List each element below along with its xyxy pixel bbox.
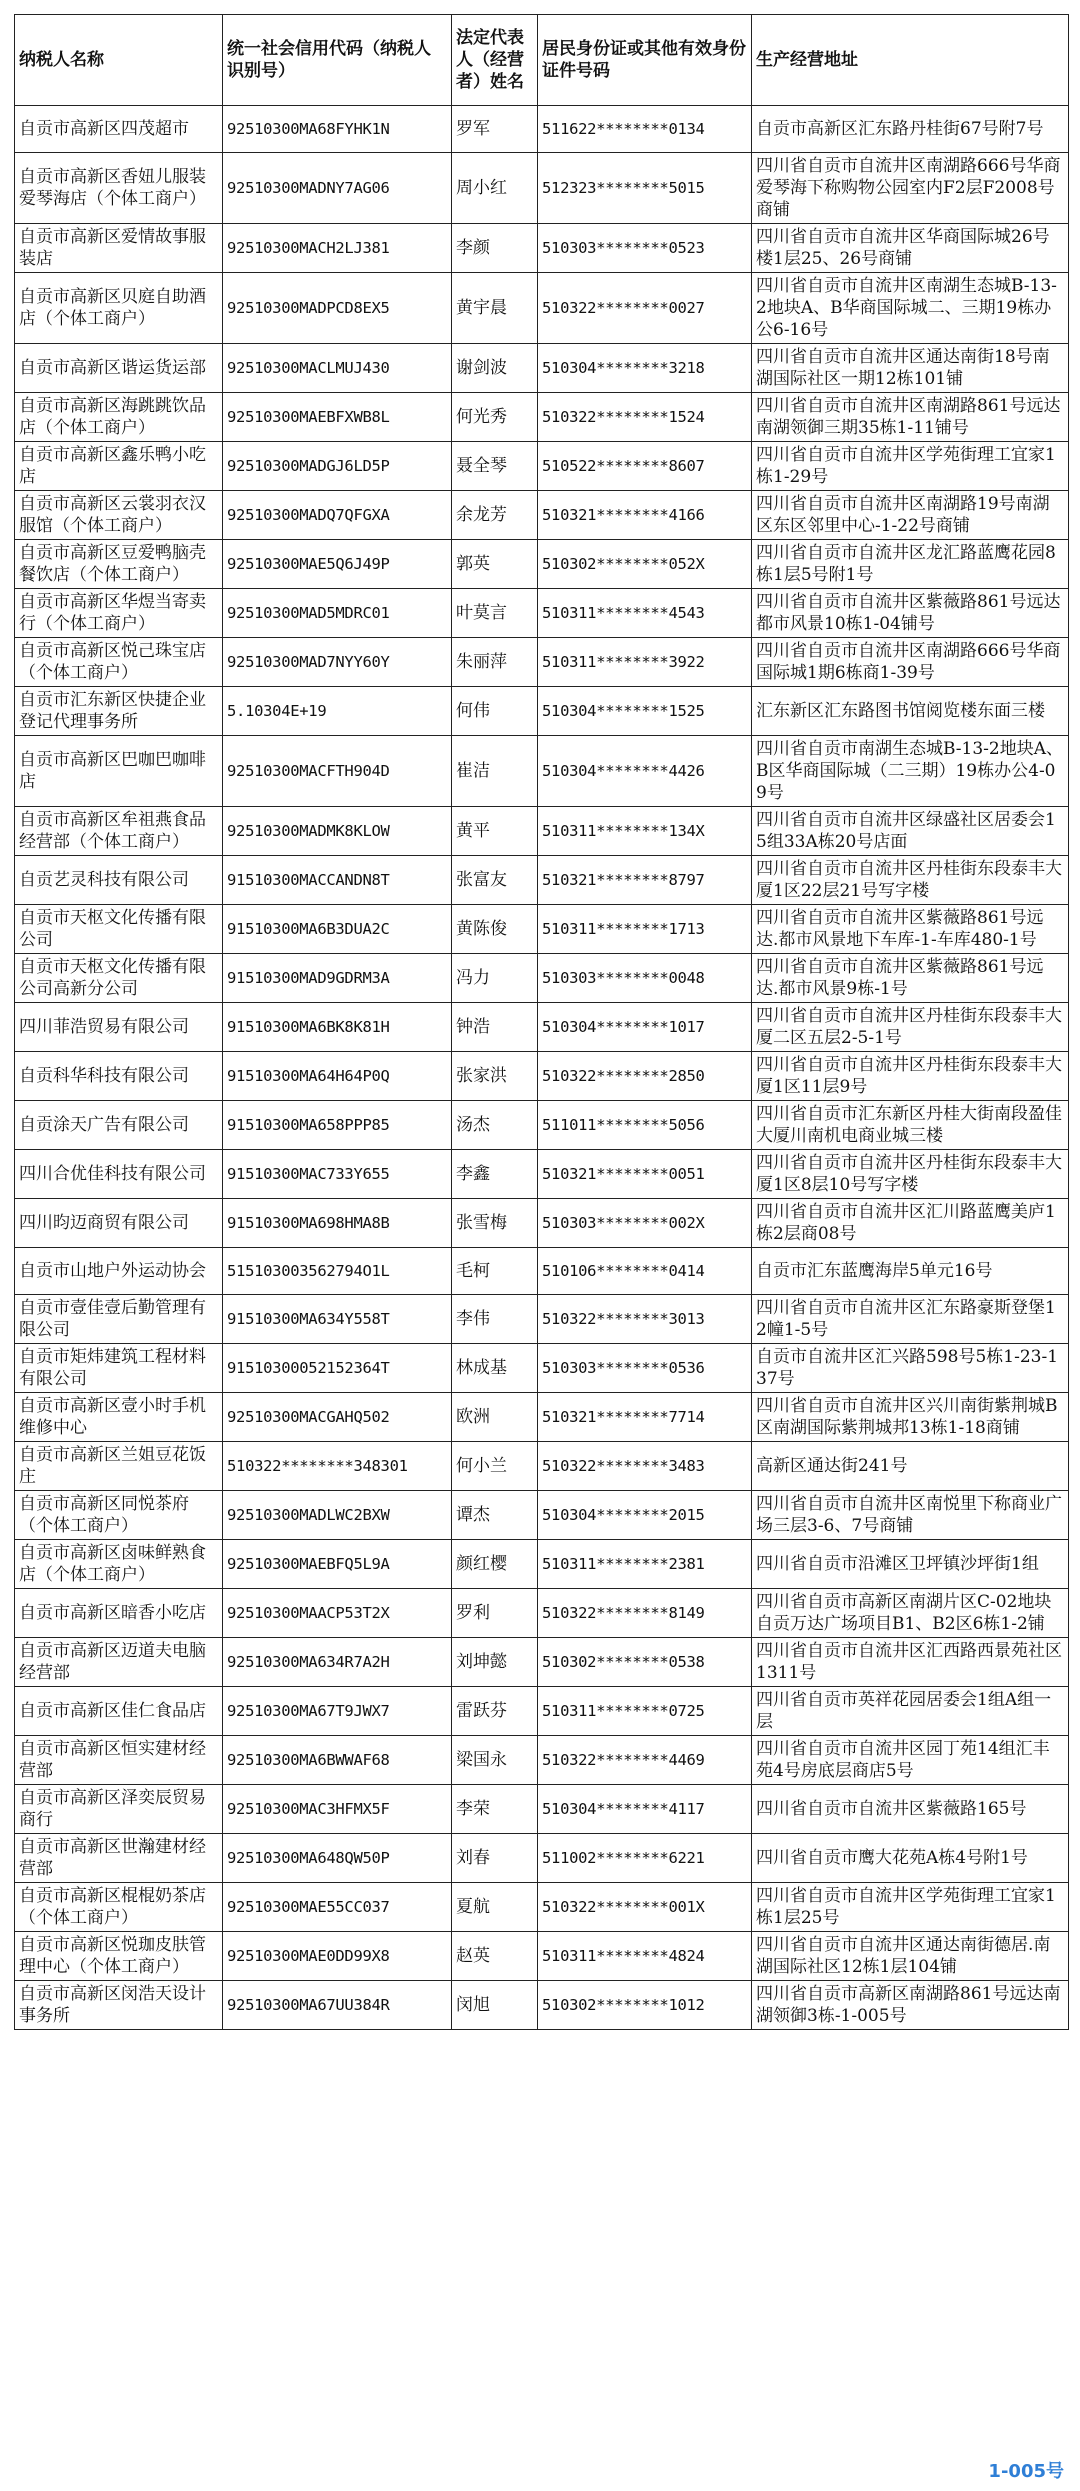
table-row xyxy=(15,153,1069,224)
cell-id-number: 511011********5056 xyxy=(538,1101,752,1150)
cell-legal-representative: 叶莫言 xyxy=(452,589,538,638)
cell-credit-code: 91510300MAC733Y655 xyxy=(223,1150,452,1199)
cell-business-address: 四川省自贡市自流井区通达南街18号南湖国际社区一期12栋101铺 xyxy=(752,344,1069,393)
taxpayer-table xyxy=(14,14,1069,2030)
cell-taxpayer-name: 自贡市高新区世瀚建材经营部 xyxy=(15,1834,223,1883)
table-row xyxy=(15,807,1069,856)
cell-credit-code: 91510300MACCANDN8T xyxy=(223,856,452,905)
cell-business-address: 四川省自贡市南湖生态城B-13-2地块A、B区华商国际城（二三期）19栋办公4-09号 xyxy=(752,736,1069,807)
cell-business-address: 四川省自贡市自流井区兴川南街紫荆城B区南湖国际紫荆城邦13栋1-18商铺 xyxy=(752,1393,1069,1442)
cell-legal-representative: 崔洁 xyxy=(452,736,538,807)
cell-business-address: 四川省自贡市自流井区通达南街德居.南湖国际社区12栋1层104铺 xyxy=(752,1932,1069,1981)
cell-legal-representative: 罗军 xyxy=(452,106,538,153)
cell-id-number: 510303********0048 xyxy=(538,954,752,1003)
cell-credit-code: 92510300MADGJ6LD5P xyxy=(223,442,452,491)
cell-credit-code: 91510300MA658PPP85 xyxy=(223,1101,452,1150)
cell-id-number: 510321********0051 xyxy=(538,1150,752,1199)
cell-credit-code: 92510300MAE55CC037 xyxy=(223,1883,452,1932)
cell-legal-representative: 李伟 xyxy=(452,1295,538,1344)
table-row xyxy=(15,1932,1069,1981)
cell-business-address: 四川省自贡市自流井区园丁苑14组汇丰苑4号房底层商店5号 xyxy=(752,1736,1069,1785)
cell-credit-code: 5.10304E+19 xyxy=(223,687,452,736)
header-legal-representative: 法定代表人（经营者）姓名 xyxy=(452,15,538,106)
table-row xyxy=(15,491,1069,540)
cell-id-number: 510311********0725 xyxy=(538,1687,752,1736)
cell-business-address: 四川省自贡市自流井区紫薇路861号远达.都市风景地下车库-1-车库480-1号 xyxy=(752,905,1069,954)
cell-taxpayer-name: 自贡市天枢文化传播有限公司 xyxy=(15,905,223,954)
cell-legal-representative: 夏航 xyxy=(452,1883,538,1932)
cell-id-number: 510304********2015 xyxy=(538,1491,752,1540)
cell-credit-code: 92510300MAE0DD99X8 xyxy=(223,1932,452,1981)
cell-taxpayer-name: 自贡市高新区海跳跳饮品店（个体工商户） xyxy=(15,393,223,442)
cell-taxpayer-name: 自贡市高新区卤味鲜熟食店（个体工商户） xyxy=(15,1540,223,1589)
cell-taxpayer-name: 自贡市高新区香妞儿服装爱琴海店（个体工商户） xyxy=(15,153,223,224)
cell-legal-representative: 谢剑波 xyxy=(452,344,538,393)
cell-taxpayer-name: 自贡科华科技有限公司 xyxy=(15,1052,223,1101)
table-row xyxy=(15,1589,1069,1638)
cell-business-address: 高新区通达街241号 xyxy=(752,1442,1069,1491)
cell-id-number: 510302********1012 xyxy=(538,1981,752,2030)
cell-taxpayer-name: 自贡市高新区牟祖燕食品经营部（个体工商户） xyxy=(15,807,223,856)
table-row xyxy=(15,1295,1069,1344)
cell-legal-representative: 聂全琴 xyxy=(452,442,538,491)
cell-legal-representative: 谭杰 xyxy=(452,1491,538,1540)
table-row xyxy=(15,344,1069,393)
cell-business-address: 四川省自贡市英祥花园居委会1组A组一层 xyxy=(752,1687,1069,1736)
cell-legal-representative: 黄平 xyxy=(452,807,538,856)
cell-business-address: 自贡市自流井区汇兴路598号5栋1-23-137号 xyxy=(752,1344,1069,1393)
table-row xyxy=(15,954,1069,1003)
table-row xyxy=(15,1785,1069,1834)
header-business-address: 生产经营地址 xyxy=(752,15,1069,106)
cell-taxpayer-name: 自贡艺灵科技有限公司 xyxy=(15,856,223,905)
cell-legal-representative: 朱丽萍 xyxy=(452,638,538,687)
cell-id-number: 510322********3483 xyxy=(538,1442,752,1491)
cell-legal-representative: 黄宇晨 xyxy=(452,273,538,344)
watermark-badge: 1-005号 xyxy=(982,2455,1070,2485)
cell-legal-representative: 颜红樱 xyxy=(452,1540,538,1589)
table-row xyxy=(15,1442,1069,1491)
cell-id-number: 510304********3218 xyxy=(538,344,752,393)
cell-taxpayer-name: 自贡市高新区暗香小吃店 xyxy=(15,1589,223,1638)
cell-id-number: 510322********4469 xyxy=(538,1736,752,1785)
table-row xyxy=(15,1393,1069,1442)
table-row xyxy=(15,1248,1069,1295)
cell-business-address: 四川省自贡市自流井区丹桂街东段泰丰大厦1区11层9号 xyxy=(752,1052,1069,1101)
cell-business-address: 四川省自贡市自流井区学苑街理工宜家1栋1层25号 xyxy=(752,1883,1069,1932)
cell-legal-representative: 欧洲 xyxy=(452,1393,538,1442)
cell-business-address: 四川省自贡市鹰大花苑A栋4号附1号 xyxy=(752,1834,1069,1883)
cell-credit-code: 92510300MACGAHQ502 xyxy=(223,1393,452,1442)
cell-legal-representative: 郭英 xyxy=(452,540,538,589)
cell-credit-code: 92510300MAD7NYY60Y xyxy=(223,638,452,687)
table-row xyxy=(15,1540,1069,1589)
cell-legal-representative: 毛柯 xyxy=(452,1248,538,1295)
table-row xyxy=(15,1687,1069,1736)
cell-business-address: 汇东新区汇东路图书馆阅览楼东面三楼 xyxy=(752,687,1069,736)
cell-taxpayer-name: 自贡市山地户外运动协会 xyxy=(15,1248,223,1295)
cell-business-address: 四川省自贡市自流井区绿盛社区居委会15组33A栋20号店面 xyxy=(752,807,1069,856)
table-row xyxy=(15,589,1069,638)
cell-credit-code: 92510300MA6BWWAF68 xyxy=(223,1736,452,1785)
table-row xyxy=(15,1003,1069,1052)
cell-credit-code: 92510300MAE5Q6J49P xyxy=(223,540,452,589)
cell-business-address: 四川省自贡市高新区南湖路861号远达南湖领御3栋-1-005号 xyxy=(752,1981,1069,2030)
cell-credit-code: 92510300MAD5MDRC01 xyxy=(223,589,452,638)
cell-id-number: 510321********7714 xyxy=(538,1393,752,1442)
table-row xyxy=(15,1834,1069,1883)
cell-credit-code: 91510300MA64H64P0Q xyxy=(223,1052,452,1101)
cell-business-address: 四川省自贡市沿滩区卫坪镇沙坪街1组 xyxy=(752,1540,1069,1589)
cell-business-address: 四川省自贡市自流井区南湖路861号远达南湖领御三期35栋1-11铺号 xyxy=(752,393,1069,442)
cell-credit-code: 92510300MA68FYHK1N xyxy=(223,106,452,153)
cell-business-address: 自贡市高新区汇东路丹桂街67号附7号 xyxy=(752,106,1069,153)
cell-id-number: 510311********4543 xyxy=(538,589,752,638)
cell-id-number: 510304********1525 xyxy=(538,687,752,736)
cell-credit-code: 92510300MA67UU384R xyxy=(223,1981,452,2030)
cell-legal-representative: 闵旭 xyxy=(452,1981,538,2030)
cell-credit-code: 92510300MACLMUJ430 xyxy=(223,344,452,393)
cell-id-number: 511622********0134 xyxy=(538,106,752,153)
cell-credit-code: 91510300MA6B3DUA2C xyxy=(223,905,452,954)
cell-legal-representative: 罗利 xyxy=(452,1589,538,1638)
table-row xyxy=(15,540,1069,589)
cell-taxpayer-name: 自贡市高新区爱情故事服装店 xyxy=(15,224,223,273)
cell-id-number: 510304********1017 xyxy=(538,1003,752,1052)
cell-business-address: 四川省自贡市自流井区汇西路西景苑社区1311号 xyxy=(752,1638,1069,1687)
cell-taxpayer-name: 自贡市矩炜建筑工程材料有限公司 xyxy=(15,1344,223,1393)
cell-taxpayer-name: 自贡市高新区壹小时手机维修中心 xyxy=(15,1393,223,1442)
cell-id-number: 512323********5015 xyxy=(538,153,752,224)
cell-taxpayer-name: 四川合优佳科技有限公司 xyxy=(15,1150,223,1199)
cell-credit-code: 91510300MA634Y558T xyxy=(223,1295,452,1344)
table-row xyxy=(15,687,1069,736)
cell-id-number: 510302********052X xyxy=(538,540,752,589)
table-row xyxy=(15,1101,1069,1150)
table-row xyxy=(15,1638,1069,1687)
table-row xyxy=(15,1199,1069,1248)
cell-business-address: 四川省自贡市自流井区丹桂街东段泰丰大厦1区8层10号写字楼 xyxy=(752,1150,1069,1199)
cell-id-number: 510311********1713 xyxy=(538,905,752,954)
cell-id-number: 510322********0027 xyxy=(538,273,752,344)
cell-taxpayer-name: 四川昀迈商贸有限公司 xyxy=(15,1199,223,1248)
cell-credit-code: 92510300MACH2LJ381 xyxy=(223,224,452,273)
table-row xyxy=(15,1491,1069,1540)
cell-legal-representative: 黄陈俊 xyxy=(452,905,538,954)
cell-taxpayer-name: 自贡市高新区泽奕辰贸易商行 xyxy=(15,1785,223,1834)
cell-credit-code: 92510300MAC3HFMX5F xyxy=(223,1785,452,1834)
cell-business-address: 四川省自贡市高新区南湖片区C-02地块自贡万达广场项目B1、B2区6栋1-2铺 xyxy=(752,1589,1069,1638)
cell-id-number: 510311********4824 xyxy=(538,1932,752,1981)
header-id-number: 居民身份证或其他有效身份证件号码 xyxy=(538,15,752,106)
cell-credit-code: 92510300MA648QW50P xyxy=(223,1834,452,1883)
table-body xyxy=(15,106,1069,2030)
table-row xyxy=(15,224,1069,273)
cell-taxpayer-name: 自贡市高新区棍棍奶茶店（个体工商户） xyxy=(15,1883,223,1932)
cell-legal-representative: 汤杰 xyxy=(452,1101,538,1150)
cell-id-number: 510321********4166 xyxy=(538,491,752,540)
table-row xyxy=(15,638,1069,687)
table-row xyxy=(15,736,1069,807)
cell-legal-representative: 李颜 xyxy=(452,224,538,273)
cell-business-address: 四川省自贡市自流井区紫薇路861号远达.都市风景9栋-1号 xyxy=(752,954,1069,1003)
cell-legal-representative: 何小兰 xyxy=(452,1442,538,1491)
cell-business-address: 四川省自贡市自流井区学苑街理工宜家1栋1-29号 xyxy=(752,442,1069,491)
cell-credit-code: 515103003562794O1L xyxy=(223,1248,452,1295)
cell-taxpayer-name: 自贡市高新区佳仁食品店 xyxy=(15,1687,223,1736)
cell-legal-representative: 冯力 xyxy=(452,954,538,1003)
cell-credit-code: 92510300MACFTH904D xyxy=(223,736,452,807)
cell-credit-code: 92510300MADMK8KLOW xyxy=(223,807,452,856)
cell-id-number: 510322********2850 xyxy=(538,1052,752,1101)
table-row xyxy=(15,856,1069,905)
cell-legal-representative: 梁国永 xyxy=(452,1736,538,1785)
cell-credit-code: 92510300MADPCD8EX5 xyxy=(223,273,452,344)
cell-business-address: 四川省自贡市自流井区华商国际城26号楼1层25、26号商铺 xyxy=(752,224,1069,273)
cell-business-address: 四川省自贡市自流井区南湖路666号华商爱琴海下称购物公园室内F2层F2008号商铺 xyxy=(752,153,1069,224)
cell-credit-code: 92510300MA67T9JWX7 xyxy=(223,1687,452,1736)
cell-taxpayer-name: 自贡市高新区华煜当寄卖行（个体工商户） xyxy=(15,589,223,638)
cell-legal-representative: 刘坤懿 xyxy=(452,1638,538,1687)
cell-taxpayer-name: 自贡市高新区四茂超市 xyxy=(15,106,223,153)
cell-taxpayer-name: 自贡市高新区巴咖巴咖啡店 xyxy=(15,736,223,807)
cell-legal-representative: 张雪梅 xyxy=(452,1199,538,1248)
cell-taxpayer-name: 自贡市高新区兰姐豆花饭庄 xyxy=(15,1442,223,1491)
cell-taxpayer-name: 自贡市汇东新区快捷企业登记代理事务所 xyxy=(15,687,223,736)
cell-business-address: 四川省自贡市自流井区南湖生态城B-13-2地块A、B华商国际城二、三期19栋办公6-16号 xyxy=(752,273,1069,344)
header-row xyxy=(15,15,1069,106)
cell-legal-representative: 张家洪 xyxy=(452,1052,538,1101)
cell-taxpayer-name: 自贡市高新区贝庭自助酒店（个体工商户） xyxy=(15,273,223,344)
cell-legal-representative: 余龙芳 xyxy=(452,491,538,540)
cell-credit-code: 91510300MA698HMA8B xyxy=(223,1199,452,1248)
cell-business-address: 四川省自贡市自流井区丹桂街东段泰丰大厦二区五层2-5-1号 xyxy=(752,1003,1069,1052)
cell-business-address: 四川省自贡市自流井区汇川路蓝鹰美庐1栋2层商08号 xyxy=(752,1199,1069,1248)
cell-id-number: 510303********0523 xyxy=(538,224,752,273)
cell-credit-code: 91510300MA6BK8K81H xyxy=(223,1003,452,1052)
cell-legal-representative: 刘春 xyxy=(452,1834,538,1883)
cell-taxpayer-name: 自贡市高新区迈道夫电脑经营部 xyxy=(15,1638,223,1687)
cell-id-number: 510311********134X xyxy=(538,807,752,856)
table-row xyxy=(15,1736,1069,1785)
cell-legal-representative: 何光秀 xyxy=(452,393,538,442)
cell-credit-code: 92510300MAEBFXWB8L xyxy=(223,393,452,442)
header-credit-code: 统一社会信用代码（纳税人识别号） xyxy=(223,15,452,106)
cell-legal-representative: 赵英 xyxy=(452,1932,538,1981)
cell-taxpayer-name: 自贡市高新区同悦茶府（个体工商户） xyxy=(15,1491,223,1540)
cell-taxpayer-name: 自贡市高新区闵浩天设计事务所 xyxy=(15,1981,223,2030)
cell-business-address: 四川省自贡市汇东新区丹桂大街南段盈佳大厦川南机电商业城三楼 xyxy=(752,1101,1069,1150)
table-row xyxy=(15,1344,1069,1393)
cell-taxpayer-name: 自贡市高新区悦己珠宝店（个体工商户） xyxy=(15,638,223,687)
cell-taxpayer-name: 自贡市高新区豆爱鸭脑壳餐饮店（个体工商户） xyxy=(15,540,223,589)
cell-credit-code: 92510300MADLWC2BXW xyxy=(223,1491,452,1540)
cell-taxpayer-name: 自贡涂天广告有限公司 xyxy=(15,1101,223,1150)
cell-taxpayer-name: 自贡市高新区鑫乐鸭小吃店 xyxy=(15,442,223,491)
cell-credit-code: 510322********348301 xyxy=(223,1442,452,1491)
cell-id-number: 510311********3922 xyxy=(538,638,752,687)
table-row xyxy=(15,1150,1069,1199)
cell-id-number: 510322********1524 xyxy=(538,393,752,442)
cell-legal-representative: 何伟 xyxy=(452,687,538,736)
cell-id-number: 510304********4426 xyxy=(538,736,752,807)
cell-business-address: 四川省自贡市自流井区丹桂街东段泰丰大厦1区22层21号写字楼 xyxy=(752,856,1069,905)
cell-taxpayer-name: 自贡市高新区恒实建材经营部 xyxy=(15,1736,223,1785)
cell-id-number: 510322********8149 xyxy=(538,1589,752,1638)
cell-business-address: 四川省自贡市自流井区南湖路19号南湖区东区邻里中心-1-22号商铺 xyxy=(752,491,1069,540)
cell-id-number: 510522********8607 xyxy=(538,442,752,491)
table-row xyxy=(15,1883,1069,1932)
cell-id-number: 510304********4117 xyxy=(538,1785,752,1834)
cell-id-number: 510322********3013 xyxy=(538,1295,752,1344)
cell-id-number: 510311********2381 xyxy=(538,1540,752,1589)
cell-legal-representative: 李荣 xyxy=(452,1785,538,1834)
cell-business-address: 四川省自贡市自流井区紫薇路165号 xyxy=(752,1785,1069,1834)
document-page xyxy=(14,14,1068,2030)
cell-id-number: 510322********001X xyxy=(538,1883,752,1932)
cell-taxpayer-name: 自贡市天枢文化传播有限公司高新分公司 xyxy=(15,954,223,1003)
table-row xyxy=(15,393,1069,442)
cell-credit-code: 91510300052152364T xyxy=(223,1344,452,1393)
cell-legal-representative: 张富友 xyxy=(452,856,538,905)
cell-business-address: 自贡市汇东蓝鹰海岸5单元16号 xyxy=(752,1248,1069,1295)
header-taxpayer-name: 纳税人名称 xyxy=(15,15,223,106)
cell-business-address: 四川省自贡市自流井区汇东路豪斯登堡12幢1-5号 xyxy=(752,1295,1069,1344)
cell-credit-code: 91510300MAD9GDRM3A xyxy=(223,954,452,1003)
cell-id-number: 510321********8797 xyxy=(538,856,752,905)
cell-business-address: 四川省自贡市自流井区紫薇路861号远达都市风景10栋1-04铺号 xyxy=(752,589,1069,638)
table-row xyxy=(15,106,1069,153)
cell-credit-code: 92510300MAEBFQ5L9A xyxy=(223,1540,452,1589)
cell-credit-code: 92510300MADQ7QFGXA xyxy=(223,491,452,540)
cell-taxpayer-name: 自贡市壹佳壹后勤管理有限公司 xyxy=(15,1295,223,1344)
cell-id-number: 510302********0538 xyxy=(538,1638,752,1687)
cell-business-address: 四川省自贡市自流井区龙汇路蓝鹰花园8栋1层5号附1号 xyxy=(752,540,1069,589)
cell-legal-representative: 林成基 xyxy=(452,1344,538,1393)
cell-credit-code: 92510300MAACP53T2X xyxy=(223,1589,452,1638)
cell-legal-representative: 李鑫 xyxy=(452,1150,538,1199)
cell-legal-representative: 周小红 xyxy=(452,153,538,224)
cell-business-address: 四川省自贡市自流井区南悦里下称商业广场三层3-6、7号商铺 xyxy=(752,1491,1069,1540)
cell-credit-code: 92510300MADNY7AG06 xyxy=(223,153,452,224)
table-row xyxy=(15,442,1069,491)
cell-id-number: 510106********0414 xyxy=(538,1248,752,1295)
cell-id-number: 510303********0536 xyxy=(538,1344,752,1393)
table-row xyxy=(15,273,1069,344)
cell-legal-representative: 雷跃芬 xyxy=(452,1687,538,1736)
cell-taxpayer-name: 自贡市高新区云裳羽衣汉服馆（个体工商户） xyxy=(15,491,223,540)
cell-taxpayer-name: 自贡市高新区谐运货运部 xyxy=(15,344,223,393)
cell-credit-code: 92510300MA634R7A2H xyxy=(223,1638,452,1687)
table-row xyxy=(15,1052,1069,1101)
cell-legal-representative: 钟浩 xyxy=(452,1003,538,1052)
cell-taxpayer-name: 四川菲浩贸易有限公司 xyxy=(15,1003,223,1052)
cell-id-number: 510303********002X xyxy=(538,1199,752,1248)
cell-id-number: 511002********6221 xyxy=(538,1834,752,1883)
table-row xyxy=(15,905,1069,954)
cell-taxpayer-name: 自贡市高新区悦珈皮肤管理中心（个体工商户） xyxy=(15,1932,223,1981)
table-row xyxy=(15,1981,1069,2030)
cell-business-address: 四川省自贡市自流井区南湖路666号华商国际城1期6栋商1-39号 xyxy=(752,638,1069,687)
